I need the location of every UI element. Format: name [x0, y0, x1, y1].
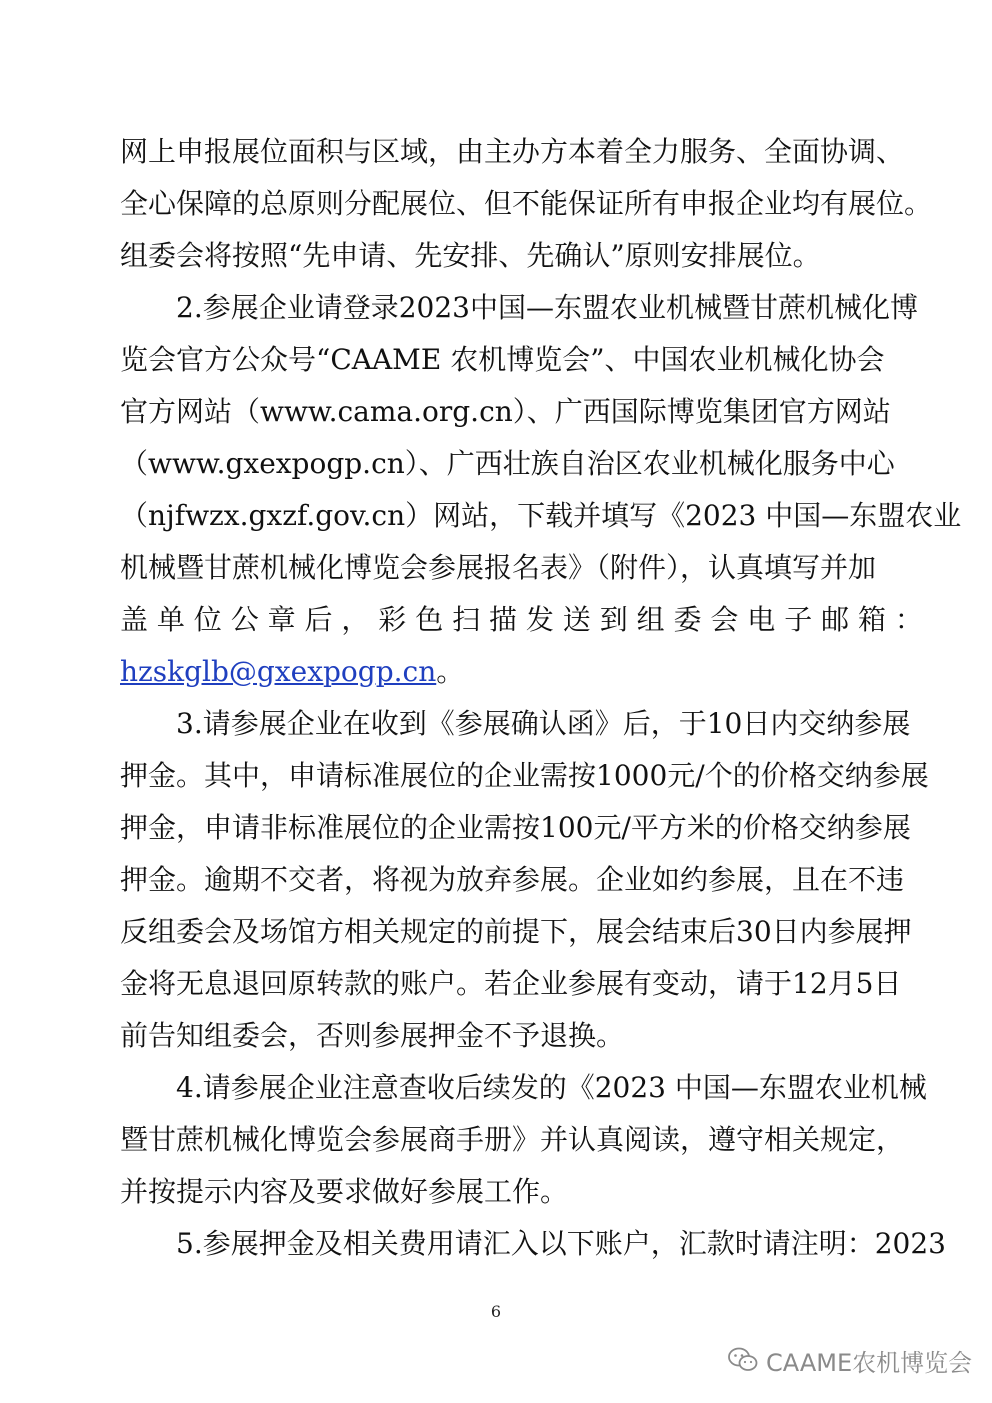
- email-link[interactable]: hzskglb@gxexpogp.cn: [120, 655, 437, 688]
- text-line: 5.参展押金及相关费用请汇入以下账户，汇款时请注明：2023: [176, 1227, 946, 1260]
- text-line: 反组委会及场馆方相关规定的前提下，展会结束后30日内参展押: [120, 915, 912, 948]
- text-line: 2.参展企业请登录2023中国—东盟农业机械暨甘蔗机械化博: [176, 291, 918, 324]
- text-line: 押金，申请非标准展位的企业需按100元/平方米的价格交纳参展: [120, 811, 911, 844]
- text-line: 网上申报展位面积与区域，由主办方本着全力服务、全面协调、: [120, 135, 905, 168]
- watermark-text: CAAME农机博览会: [766, 1348, 973, 1377]
- text-line: 官方网站（www.cama.org.cn）、广西国际博览集团官方网站: [120, 395, 891, 428]
- text-line: 览会官方公众号“CAAME 农机博览会”、中国农业机械化协会: [120, 343, 885, 376]
- email-suffix: 。: [436, 655, 465, 688]
- text-line: 押金。其中，申请标准展位的企业需按1000元/个的价格交纳参展: [120, 759, 929, 792]
- text-line: （njfwzx.gxzf.gov.cn）网站，下载并填写《2023 中国—东盟农业: [120, 499, 962, 532]
- text-line: 全心保障的总原则分配展位、但不能保证所有申报企业均有展位。: [120, 187, 933, 220]
- text-line: 暨甘蔗机械化博览会参展商手册》并认真阅读，遵守相关规定，: [120, 1123, 905, 1156]
- email-line: [120, 652, 872, 692]
- text-line: 组委会将按照“先申请、先安排、先确认”原则安排展位。: [120, 239, 821, 272]
- text-line: （www.gxexpogp.cn）、广西壮族自治区农业机械化服务中心: [120, 447, 895, 480]
- text-line: 并按提示内容及要求做好参展工作。: [120, 1175, 569, 1208]
- wechat-icon: [728, 1347, 758, 1373]
- text-line: 金将无息退回原转款的账户。若企业参展有变动，请于12月5日: [120, 967, 902, 1000]
- page-number: 6: [490, 1302, 502, 1321]
- text-line: 3.请参展企业在收到《参展确认函》后，于10日内交纳参展: [176, 707, 911, 740]
- text-line: 4.请参展企业注意查收后续发的《2023 中国—东盟农业机械: [176, 1071, 927, 1104]
- text-line: 押金。逾期不交者，将视为放弃参展。企业如约参展，且在不违: [120, 863, 905, 896]
- text-line: 机械暨甘蔗机械化博览会参展报名表》（附件），认真填写并加: [120, 551, 877, 584]
- text-line: 前告知组委会，否则参展押金不予退换。: [120, 1019, 625, 1052]
- watermark: [728, 1340, 972, 1380]
- text-line: 盖 单 位 公 章 后 ， 彩 色 扫 描 发 送 到 组 委 会 电 子 邮 箱 ：: [120, 603, 923, 636]
